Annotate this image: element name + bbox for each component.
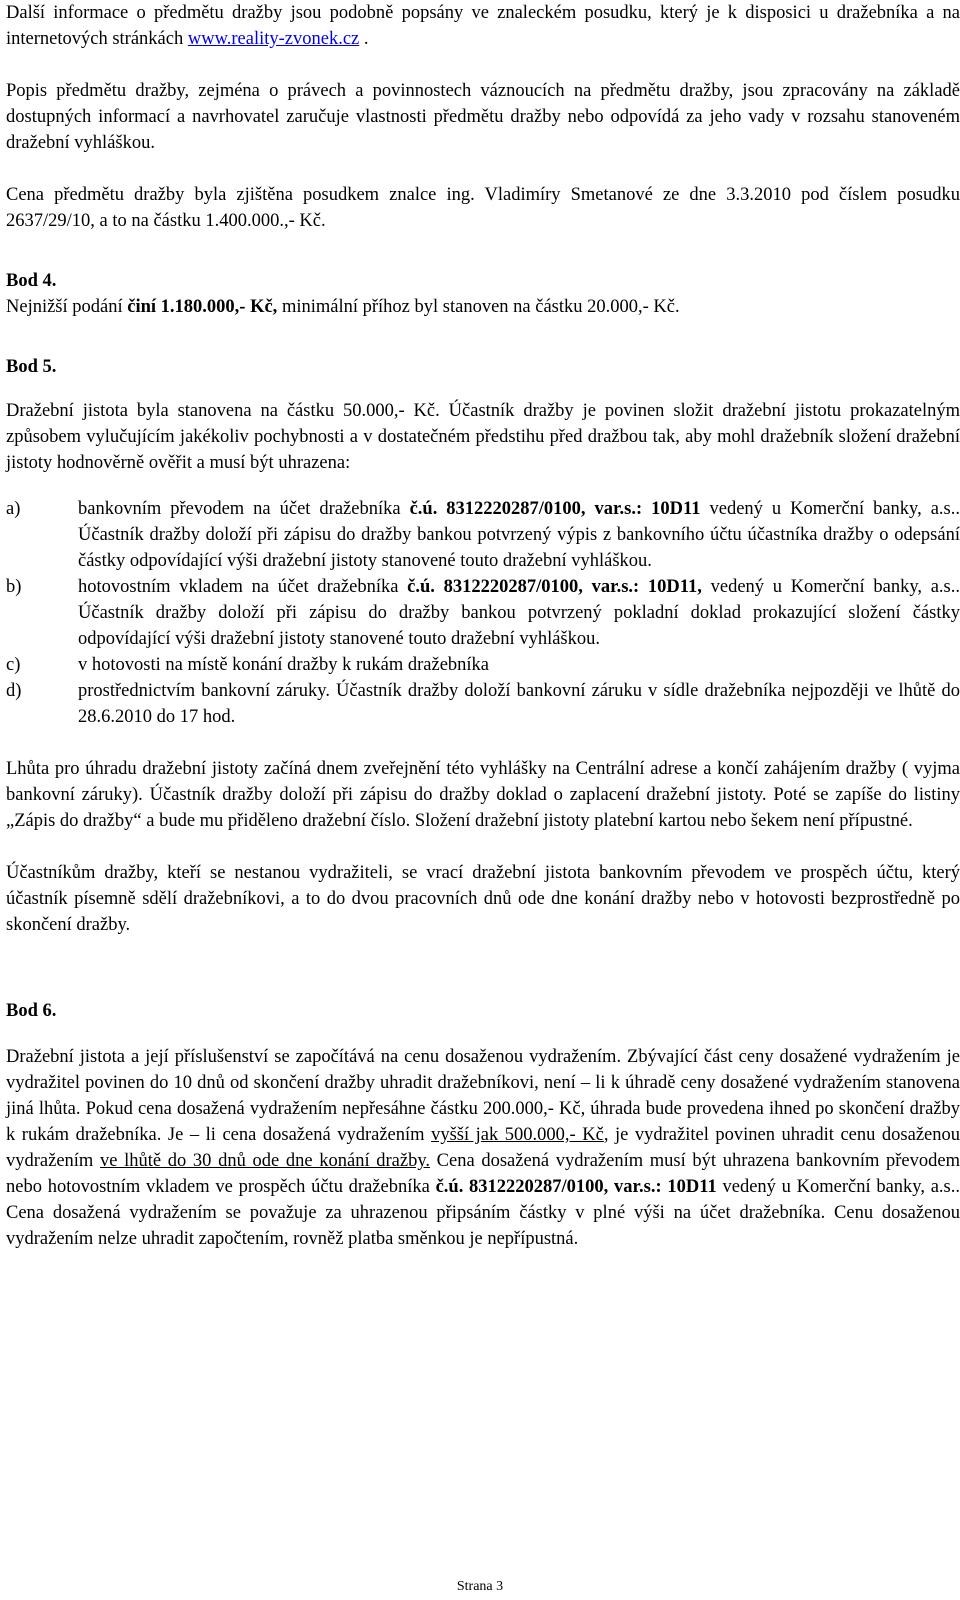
bod4-heading: Bod 4. (6, 271, 57, 291)
document-page (6, 0, 960, 1252)
bod5-paragraph-1: Dražební jistota byla stanovena na částku 50.000,- Kč. Účastník dražby je povinen složit dražební jistotu prokazatelným způsobem vylučujícím jakékoliv pochybnosti a v dostatečném předstihu před dražbou tak, aby mohl dražebník složení dražební jistoty hodnověrně ověřit a musí být uhrazena: (6, 401, 960, 473)
reality-website-link[interactable]: www.reality-zvonek.cz (187, 29, 360, 49)
page-number: Strana 3 (456, 1579, 504, 1594)
list-marker: b) (6, 577, 22, 597)
payment-methods-list (6, 496, 960, 730)
list-item: b) hotovostním vkladem na účet dražebníka č.ú. 8312220287/0100, var.s.: 10D11, vedený u Komerční banky, a.s.. Účastník dražby doloží při zápisu do dražby bankou potvrzený pokladní doklad prokazující složení částky odpovídající výši dražební jistoty stanovené touto dražební vyhláškou. (6, 574, 960, 652)
list-item: c) v hotovosti na místě konání dražby k rukám dražebníka (6, 652, 960, 678)
list-marker: a) (6, 499, 21, 519)
list-marker: d) (6, 681, 22, 701)
bod6-heading: Bod 6. (6, 1001, 57, 1021)
bod6-paragraph: Dražební jistota a její příslušenství se započítává na cenu dosaženou vydražením. Zbývající část ceny dosažené vydražením je vydražitel povinen do 10 dnů od skončení dražby uhradit dražebníkovi, není – li k úhradě ceny dosažené vydražením stanovena jiná lhůta. Pokud cena dosažená vydražením nepřesáhne částku 200.000,- Kč, úhrada bude provedena ihned po skončení dražby k rukám dražebníka. Je – li cena dosažená vydražením vyšší jak 500.000,- Kč, je vydražitel povinen uhradit cenu dosaženou vydražením ve lhůtě do 30 dnů ode dne konání dražby. Cena dosažená vydražením musí být uhrazena bankovním převodem nebo hotovostním vkladem ve prospěch účtu dražebníka č.ú. 8312220287/0100, var.s.: 10D11 vedený u Komerční banky, a.s.. Cena dosažená vydražením se považuje za uhrazenou připsáním částky v plné výši na účet dražebníka. Cenu dosaženou vydražením nelze uhradit započtením, rovněž platba směnkou je nepřípustná. (6, 1047, 960, 1249)
intro-period: . (363, 29, 369, 49)
list-item: d) prostřednictvím bankovní záruky. Účastník dražby doloží bankovní záruku v sídle dražebníka nejpozději ve lhůtě do 28.6.2010 do 17 hod. (6, 678, 960, 730)
bod5-paragraph-3: Účastníkům dražby, kteří se nestanou vydražiteli, se vrací dražební jistota bankovním převodem ve prospěch účtu, který účastník písemně sdělí dražebníkovi, a to do dvou pracovních dnů ode dne konání dražby nebo v hotovosti bezprostředně po skončení dražby. (6, 863, 960, 935)
bod5-paragraph-2: Lhůta pro úhradu dražební jistoty začíná dnem zveřejnění této vyhlášky na Centrální adrese a končí zahájením dražby ( vyjma bankovní záruky). Účastník dražby doloží při zápisu do dražby doklad o zaplacení dražební jistoty. Poté se zapíše do listiny „Zápis do dražby“ a bude mu přiděleno dražební číslo. Složení dražební jistoty platební kartou nebo šekem není přípustné. (6, 759, 960, 831)
intro-text: Další informace o předmětu dražby jsou podobně popsány ve znaleckém posudku, který je k disposici u dražebníka a na internetových stránkách (6, 3, 960, 49)
bod4-paragraph: Nejnižší podání činí 1.180.000,- Kč, minimální příhoz byl stanoven na částku 20.000,- Kč. (6, 297, 680, 317)
intro-paragraph-2: Popis předmětu dražby, zejména o právech a povinnostech váznoucích na předmětu dražby, jsou zpracovány na základě dostupných informací a navrhovatel zaručuje vlastnosti předmětu dražby nebo odpovídá za jeho vady v rozsahu stanoveném dražební vyhláškou. (6, 81, 960, 153)
intro-paragraph-3: Cena předmětu dražby byla zjištěna posudkem znalce ing. Vladimíry Smetanové ze dne 3.3.2010 pod číslem posudku 2637/29/10, a to na částku 1.400.000.,- Kč. (6, 185, 960, 231)
intro-paragraph-1 (6, 0, 960, 52)
list-item: a) bankovním převodem na účet dražebníka č.ú. 8312220287/0100, var.s.: 10D11 vedený u Komerční banky, a.s.. Účastník dražby doloží při zápisu do dražby bankou potvrzený výpis z bankovního účtu účastníka dražby o odepsání částky odpovídající výši dražební jistoty stanovené touto dražební vyhláškou. (6, 496, 960, 574)
list-marker: c) (6, 655, 21, 675)
bod5-heading: Bod 5. (6, 357, 57, 377)
